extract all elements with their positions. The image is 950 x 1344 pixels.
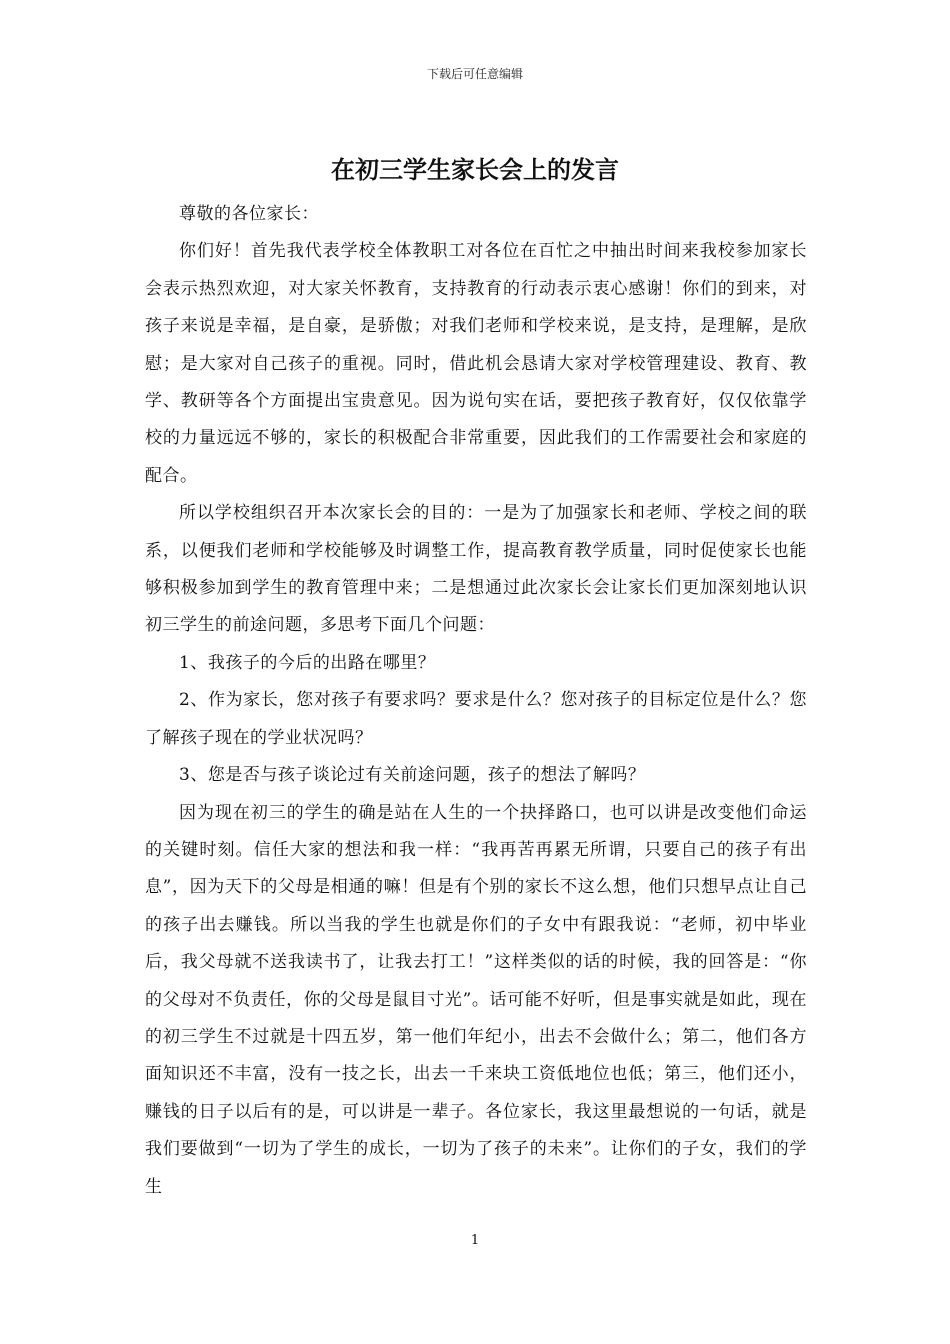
page-number: 1: [470, 1233, 480, 1248]
header-note: 下载后可任意编辑: [426, 67, 523, 81]
salutation: 尊敬的各位家长：: [179, 204, 319, 224]
document-title: 在初三学生家长会上的发言: [331, 155, 619, 184]
paragraph-crossroads: 因为现在初三的学生的确是站在人生的一个抉择路口，也可以讲是改变他们命运的关键时刻。信任大家的想法和我一样：“我再苦再累无所谓，只要自己的孩子有出息”，因为天下的父母是相通的嘛！但是有个别的家长不这么想，他们只想早点让自己的孩子出去赚钱。所以当我的学生也就是你们的子女中有跟我说：“老师，初中毕业后，我父母就不送我读书了，让我去打工！”这样类似的话的时候，我的回答是：“你的父母对不负责任，你的父母是鼠目寸光”。话可能不好听，但是事实就是如此，现在的初三学生不过就是十四五岁，第一他们年纪小，出去不会做什么；第二，他们各方面知识还不丰富，没有一技之长，出去一千来块工资低地位也低；第三，他们还小，赚钱的日子以后有的是，可以讲是一辈子。各位家长，我这里最想说的一句话，就是我们要做到“一切为了学生的成长，一切为了孩子的未来”。让你们的子女，我们的学生: [145, 802, 807, 1197]
question-2: 2、作为家长，您对孩子有要求吗？要求是什么？您对孩子的目标定位是什么？您了解孩子现在的学业状况吗？: [145, 690, 807, 748]
question-3: 3、您是否与孩子谈论过有关前途问题，孩子的想法了解吗？: [179, 765, 646, 786]
paragraph-purpose: 所以学校组织召开本次家长会的目的：一是为了加强家长和老师、学校之间的联系，以便我们老师和学校能够及时调整工作，提高教育教学质量，同时促使家长也能够积极参加到学生的教育管理中来；二是想通过此次家长会让家长们更加深刻地认识初三学生的前途问题，多思考下面几个问题：: [145, 503, 807, 636]
paragraph-welcome: 你们好！首先我代表学校全体教职工对各位在百忙之中抽出时间来我校参加家长会表示热烈欢迎，对大家关怀教育，支持教育的行动表示衷心感谢！你们的到来，对孩子来说是幸福，是自豪，是骄傲；对我们老师和学校来说，是支持，是理解，是欣慰；是大家对自己孩子的重视。同时，借此机会恳请大家对学校管理建设、教育、教学、教研等各个方面提出宝贵意见。因为说句实在话，要把孩子教育好，仅仅依靠学校的力量远远不够的，家长的积极配合非常重要，因此我们的工作需要社会和家庭的配合。: [145, 241, 807, 486]
question-1: 1、我孩子的今后的出路在哪里？: [179, 652, 436, 673]
document-body: [145, 196, 807, 1206]
